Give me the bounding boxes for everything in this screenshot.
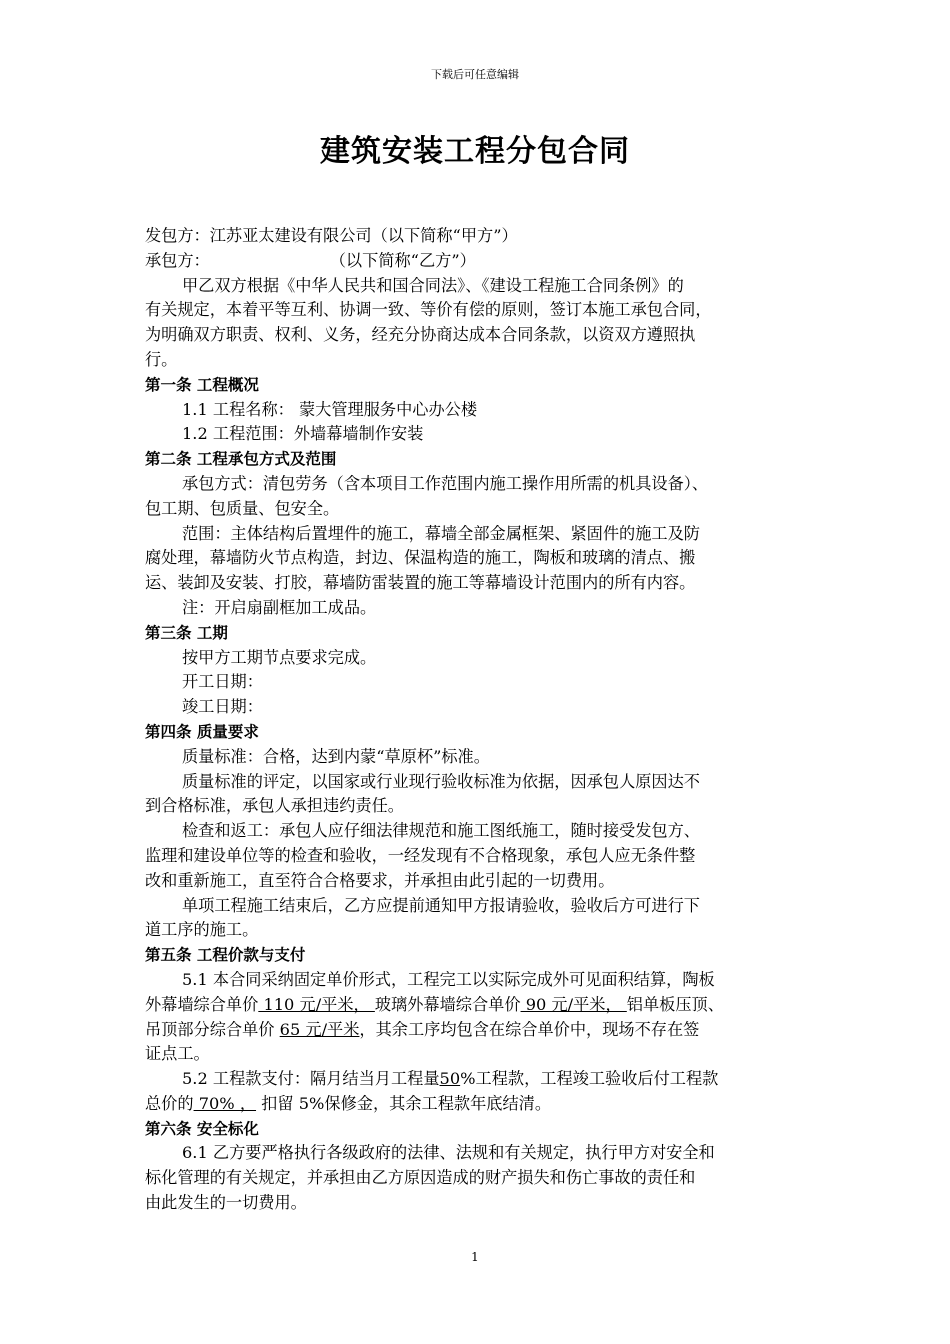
article-heading: 第六条 安全标化 (145, 1119, 259, 1138)
price-glass: 90 元/平米， (520, 994, 627, 1014)
intro-line: 行。 (145, 349, 178, 369)
article-line: 由此发生的一切费用。 (145, 1193, 307, 1213)
price-ceiling: 65 元/平米 (279, 1019, 360, 1039)
article-line: 范围：主体结构后置埋件的施工，幕墙全部金属框架、紧固件的施工及防 (182, 523, 700, 543)
article-line: 检查和返工：承包人应仔细法律规范和施工图纸施工，随时接受发包方、 (182, 821, 700, 841)
intro-line: 为明确双方职责、权利、义务，经充分协商达成本合同条款，以资双方遵照执 (145, 325, 696, 345)
intro-line: 有关规定，本着平等互利、协调一致、等价有偿的原则，签订本施工承包合同， (145, 300, 712, 320)
final-percent: 70% ， (193, 1093, 257, 1113)
article-heading: 第三条 工期 (145, 623, 228, 642)
article-line: 1.1 工程名称： 蒙大管理服务中心办公楼 (182, 399, 478, 419)
article-line: 质量标准的评定，以国家或行业现行验收标准为依据，因承包人原因达不 (182, 771, 700, 791)
page-number: 1 (471, 1250, 479, 1264)
header-note: 下载后可任意编辑 (431, 68, 519, 81)
article-line: 按甲方工期节点要求完成。 (182, 647, 377, 667)
article-line: 质量标准：合格，达到内蒙“草原杯”标准。 (182, 746, 490, 766)
article-line: 监理和建设单位等的检查和验收，一经发现有不合格现象，承包人应无条件整 (145, 845, 696, 865)
price-cladding: 110 元/平米， (258, 994, 375, 1014)
intro-line: 甲乙双方根据《中华人民共和国合同法》、《建设工程施工合同条例》的 (182, 275, 684, 295)
article-heading: 第四条 质量要求 (145, 722, 259, 741)
article-heading: 第一条 工程概况 (145, 375, 259, 394)
article-line: 5.2 工程款支付：隔月结当月工程量50%工程款，工程竣工验收后付工程款 (182, 1069, 719, 1089)
article-line: 到合格标准，承包人承担违约责任。 (145, 796, 404, 816)
article-line: 1.2 工程范围：外墙幕墙制作安装 (182, 424, 424, 444)
article-line: 6.1 乙方要严格执行各级政府的法律、法规和有关规定，执行甲方对安全和 (182, 1143, 715, 1163)
article-line: 开工日期： (182, 672, 263, 692)
article-line: 总价的 70% ， 扣留 5%保修金，其余工程款年底结清。 (145, 1093, 552, 1113)
article-line: 承包方式：清包劳务（含本项目工作范围内施工操作用所需的机具设备）、 (182, 473, 709, 493)
article-line: 腐处理，幕墙防火节点构造，封边、保温构造的施工，陶板和玻璃的清点、搬 (145, 548, 696, 568)
article-line: 竣工日期： (182, 697, 263, 717)
article-line: 改和重新施工，直至符合合格要求，并承担由此引起的一切费用。 (145, 870, 615, 890)
article-heading: 第五条 工程价款与支付 (145, 946, 306, 965)
article-line: 道工序的施工。 (145, 920, 259, 940)
monthly-percent: 50 (439, 1069, 461, 1089)
article-line: 外幕墙综合单价 110 元/平米， 玻璃外幕墙综合单价 90 元/平米， 铝单板压顶、 (145, 994, 724, 1014)
article-line: 运、装卸及安装、打胶，幕墙防雷装置的施工等幕墙设计范围内的所有内容。 (145, 573, 696, 593)
article-line: 吊顶部分综合单价 65 元/平米，其余工序均包含在综合单价中，现场不存在签 (145, 1019, 700, 1039)
article-line: 单项工程施工结束后，乙方应提前通知甲方报请验收，验收后方可进行下 (182, 895, 700, 915)
article-line: 证点工。 (145, 1044, 210, 1064)
article-line: 5.1 本合同采纳固定单价形式，工程完工以实际完成外可见面积结算，陶板 (182, 969, 715, 989)
employer-line: 发包方：江苏亚太建设有限公司（以下简称“甲方”） (145, 226, 518, 245)
article-line: 包工期、包质量、包安全。 (145, 498, 340, 518)
contractor-line: 承包方： （以下简称“乙方”） (145, 250, 476, 270)
article-line: 注：开启扇副框加工成品。 (182, 597, 377, 617)
article-line: 标化管理的有关规定，并承担由乙方原因造成的财产损失和伤亡事故的责任和 (145, 1168, 696, 1188)
document-title: 建筑安装工程分包合同 (320, 134, 630, 169)
document-body (145, 224, 810, 1216)
article-heading: 第二条 工程承包方式及范围 (145, 450, 337, 469)
